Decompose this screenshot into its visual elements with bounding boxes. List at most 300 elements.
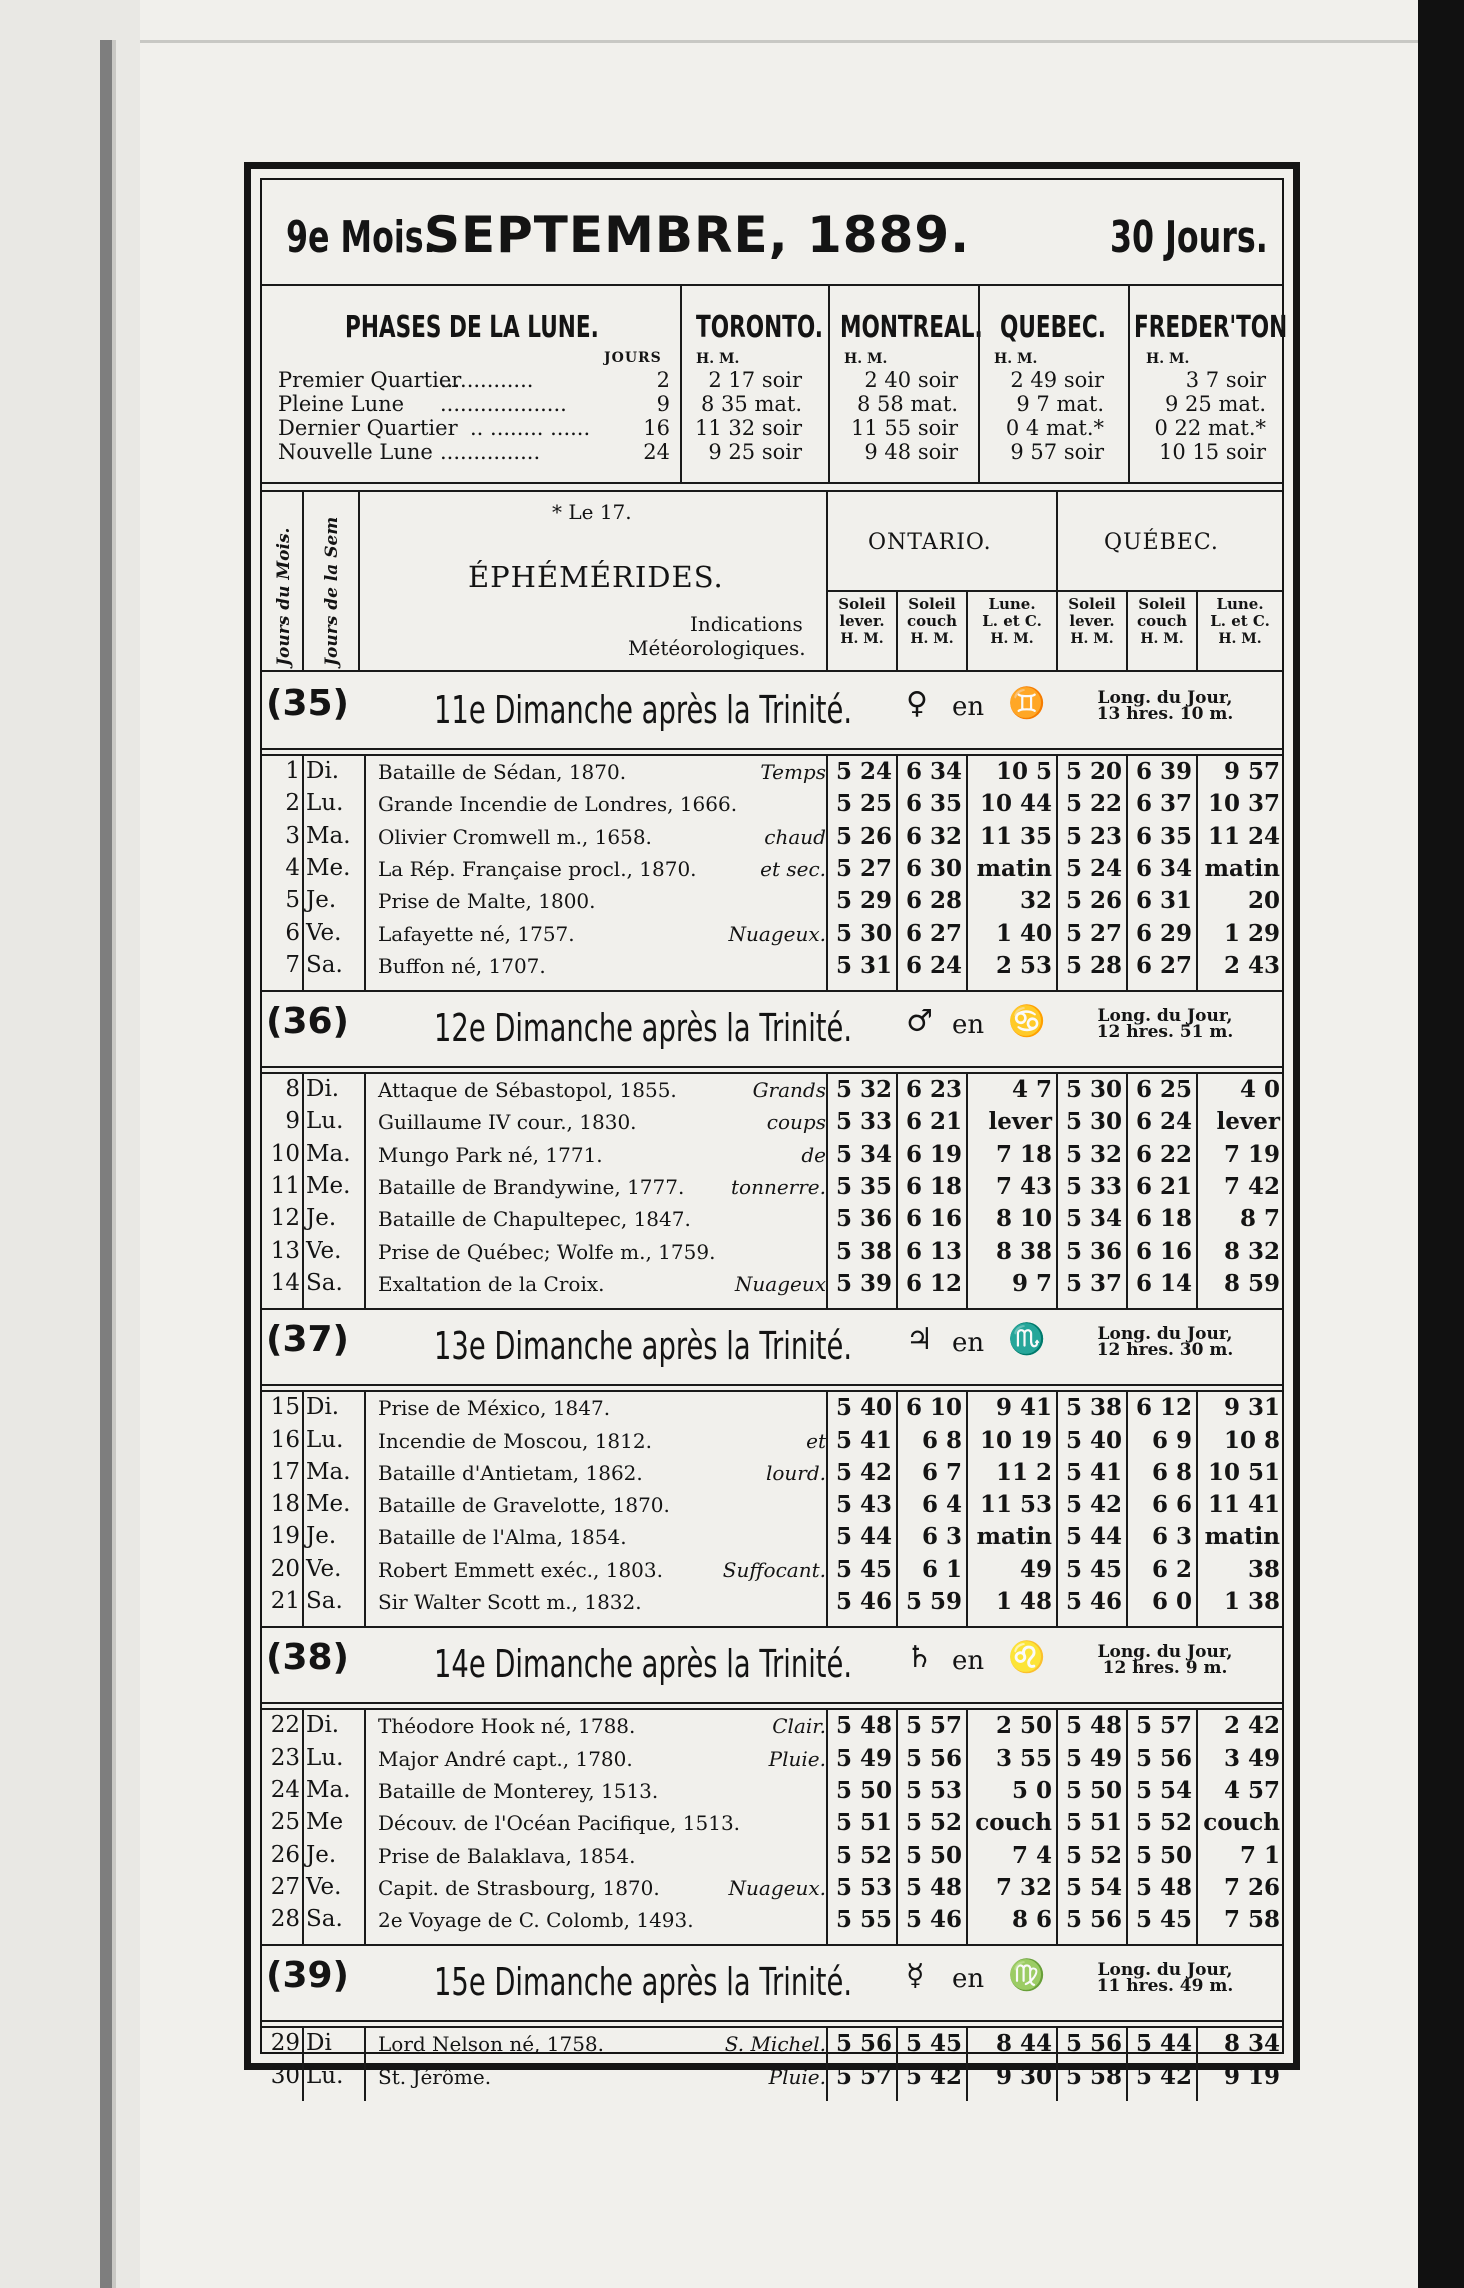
time-cell: 5 24 bbox=[835, 758, 892, 785]
time-cell: 6 14 bbox=[1135, 1269, 1192, 1297]
weekday: Ma. bbox=[306, 1458, 351, 1485]
week-end-rule bbox=[262, 1626, 1282, 1628]
ephemeris-event: Bataille de Chapultepec, 1847. bbox=[378, 1207, 691, 1232]
page-title: SEPTEMBRE, 1889. bbox=[424, 206, 971, 264]
time-cell: 6 25 bbox=[1135, 1076, 1192, 1104]
phase-day: 2 bbox=[656, 368, 670, 392]
ephemeris-event: Bataille de Sédan, 1870. bbox=[378, 760, 627, 784]
time-cell: 5 42 bbox=[905, 2062, 962, 2090]
weather-indication: Clair. bbox=[772, 1714, 826, 1739]
time-cell: 1 29 bbox=[1223, 919, 1280, 947]
time-cell: 5 52 bbox=[905, 1809, 962, 1837]
colhead-divider-b bbox=[358, 492, 360, 670]
day-of-month: 25 bbox=[270, 1809, 300, 1836]
day-of-month: 23 bbox=[270, 1744, 300, 1771]
phase-time: 9 25 mat. bbox=[1165, 392, 1266, 416]
day-of-month: 6 bbox=[285, 919, 300, 946]
time-cell: 5 50 bbox=[1065, 1776, 1122, 1804]
weekday: Di. bbox=[306, 1712, 340, 1739]
time-cell: matin bbox=[1204, 1523, 1280, 1551]
weather-indication: de bbox=[801, 1142, 826, 1167]
week-number: (35) bbox=[266, 683, 350, 724]
time-cell: 6 34 bbox=[905, 758, 962, 785]
time-cell: 4 7 bbox=[1011, 1076, 1052, 1104]
couch-label: couch bbox=[906, 612, 958, 630]
phases-rule-bottom bbox=[262, 490, 1282, 492]
day-length-label: Long. du Jour, bbox=[1097, 1960, 1233, 1981]
phase-leader-dots: ............... bbox=[440, 440, 541, 464]
weather-indication: chaud bbox=[764, 824, 826, 849]
time-cell: lever bbox=[1216, 1108, 1280, 1136]
time-cell: 6 13 bbox=[905, 1237, 962, 1265]
ephemeris-event: Attaque de Sébastopol, 1855. bbox=[378, 1078, 677, 1103]
time-cell: 5 45 bbox=[1135, 1906, 1192, 1934]
weather-indication: Temps bbox=[760, 760, 826, 784]
ontario-heading: ONTARIO. bbox=[868, 530, 992, 555]
day-of-month: 1 bbox=[285, 758, 300, 784]
soleil-label: Soleil bbox=[908, 595, 956, 613]
time-cell: 5 42 bbox=[835, 1458, 892, 1486]
weekday: Sa. bbox=[306, 1269, 343, 1296]
phase-time: 9 25 soir bbox=[708, 440, 802, 464]
ephemeris-event: Prise de Québec; Wolfe m., 1759. bbox=[378, 1239, 716, 1264]
planet-symbol: ♀ bbox=[906, 686, 928, 721]
day-of-month: 28 bbox=[270, 1906, 300, 1933]
time-cell: 5 32 bbox=[835, 1076, 892, 1104]
day-of-month: 18 bbox=[270, 1491, 300, 1518]
ontario-soleil-lever-header bbox=[828, 596, 896, 648]
time-cell: 9 41 bbox=[995, 1394, 1052, 1422]
zodiac-symbol: ♊ bbox=[1008, 686, 1046, 721]
en-label: en bbox=[952, 1964, 985, 1995]
ephemeris-event: Mungo Park né, 1771. bbox=[378, 1142, 603, 1167]
weekday: Me bbox=[306, 1809, 344, 1836]
time-cell: 6 28 bbox=[905, 887, 962, 915]
day-of-month: 19 bbox=[270, 1523, 300, 1550]
day-of-month: 13 bbox=[270, 1237, 300, 1264]
jours-label: JOURS bbox=[604, 350, 662, 366]
time-cell: 5 48 bbox=[905, 1873, 962, 1901]
ephemeris-event: Bataille de Monterey, 1513. bbox=[378, 1778, 659, 1803]
day-of-month: 17 bbox=[270, 1458, 300, 1485]
time-cell: 5 26 bbox=[835, 822, 892, 850]
day-of-month: 4 bbox=[285, 854, 300, 881]
soleil-label: Soleil bbox=[838, 595, 886, 613]
ephemeris-event: Exaltation de la Croix. bbox=[378, 1271, 605, 1296]
weather-indication: Pluie. bbox=[768, 2064, 826, 2089]
quebec-heading: QUÉBEC. bbox=[1104, 530, 1219, 555]
week-rule bbox=[262, 1384, 1282, 1386]
ephemeris-event: Buffon né, 1707. bbox=[378, 953, 546, 978]
lune-label: Lune. bbox=[1216, 595, 1264, 613]
weather-indication: Suffocant. bbox=[722, 1557, 826, 1582]
ephemeris-event: Guillaume IV cour., 1830. bbox=[378, 1110, 637, 1135]
day-length-value: 12 hres. 51 m. bbox=[1096, 1022, 1234, 1043]
ephemeris-event: 2e Voyage de C. Colomb, 1493. bbox=[378, 1908, 694, 1933]
phase-time: 10 15 soir bbox=[1159, 440, 1266, 464]
time-cell: 6 35 bbox=[1135, 822, 1192, 850]
planet-symbol: ♄ bbox=[906, 1640, 933, 1676]
day-length-value: 12 hres. 30 m. bbox=[1096, 1340, 1234, 1361]
zodiac-symbol: ♌ bbox=[1008, 1640, 1046, 1676]
day-length-value: 11 hres. 49 m. bbox=[1096, 1976, 1234, 1997]
time-cell: 6 34 bbox=[1135, 854, 1192, 882]
time-cell: 5 48 bbox=[1135, 1873, 1192, 1901]
quebec-lune-header bbox=[1198, 596, 1282, 648]
sunday-title: 12e Dimanche après la Trinité. bbox=[434, 1006, 853, 1051]
week-number: (39) bbox=[266, 1955, 350, 1997]
time-cell: 5 49 bbox=[1065, 1744, 1122, 1772]
time-cell: 6 7 bbox=[921, 1458, 962, 1486]
soleil-label: Soleil bbox=[1068, 595, 1116, 613]
week-end-rule bbox=[262, 1944, 1282, 1946]
column-divider bbox=[302, 1074, 304, 1308]
time-cell: 11 53 bbox=[979, 1491, 1052, 1519]
weekday: Je. bbox=[306, 1841, 337, 1868]
weekday: Sa. bbox=[306, 951, 343, 978]
time-cell: 8 44 bbox=[995, 2030, 1052, 2058]
column-divider bbox=[302, 756, 304, 990]
time-cell: 5 25 bbox=[835, 790, 892, 818]
phase-name: Premier Quartier bbox=[278, 368, 462, 392]
time-cell: 7 18 bbox=[995, 1140, 1052, 1168]
time-cell: 6 19 bbox=[905, 1140, 962, 1168]
time-cell: 5 54 bbox=[1065, 1873, 1122, 1901]
time-cell: 9 30 bbox=[995, 2062, 1052, 2090]
time-cell: 5 37 bbox=[1065, 1269, 1122, 1297]
weekday: Di. bbox=[306, 1076, 340, 1103]
week-rule-double bbox=[262, 1390, 1282, 1392]
time-cell: 5 54 bbox=[1135, 1776, 1192, 1804]
ephemeris-event: Incendie de Moscou, 1812. bbox=[378, 1428, 652, 1453]
time-cell: 5 26 bbox=[1065, 887, 1122, 915]
time-cell: 10 19 bbox=[979, 1426, 1052, 1454]
weekday: Je. bbox=[306, 887, 337, 914]
time-cell: 1 48 bbox=[995, 1588, 1052, 1615]
time-cell: 5 52 bbox=[835, 1841, 892, 1869]
month-number: 9e Mois. bbox=[286, 212, 436, 263]
time-cell: 6 16 bbox=[1135, 1237, 1192, 1265]
jours-de-la-semaine-label: Jours de la Sem bbox=[322, 516, 342, 666]
time-cell: 5 44 bbox=[835, 1523, 892, 1551]
time-cell: 5 43 bbox=[835, 1491, 892, 1519]
time-cell: 5 30 bbox=[835, 919, 892, 947]
phases-rule-top bbox=[262, 482, 1282, 484]
time-cell: 5 33 bbox=[1065, 1173, 1122, 1200]
ephemeris-event: La Rép. Française procl., 1870. bbox=[378, 856, 697, 881]
time-cell: 5 58 bbox=[1065, 2062, 1122, 2090]
time-cell: 5 45 bbox=[1065, 1555, 1122, 1583]
time-cell: 5 59 bbox=[905, 1588, 962, 1615]
time-cell: 5 56 bbox=[905, 1744, 962, 1772]
city-quebec: QUEBEC. bbox=[1000, 310, 1106, 345]
planet-symbol: ♃ bbox=[906, 1322, 933, 1358]
time-cell: 5 53 bbox=[835, 1873, 892, 1901]
phase-name: Nouvelle Lune bbox=[278, 440, 433, 464]
time-cell: 5 22 bbox=[1065, 790, 1122, 818]
time-cell: 5 27 bbox=[1065, 919, 1122, 947]
time-cell: matin bbox=[1204, 854, 1280, 882]
time-cell: 6 30 bbox=[905, 854, 962, 882]
time-cell: 10 5 bbox=[995, 758, 1052, 785]
day-length-value: 12 hres. 9 m. bbox=[1102, 1658, 1228, 1679]
lune-label: Lune. bbox=[988, 595, 1036, 613]
phase-leader-dots: ................... bbox=[440, 392, 567, 416]
time-cell: 6 3 bbox=[1151, 1523, 1192, 1551]
week-number: (36) bbox=[266, 1001, 350, 1043]
time-cell: 5 51 bbox=[835, 1809, 892, 1837]
day-of-month: 5 bbox=[285, 887, 300, 914]
time-cell: 5 41 bbox=[835, 1426, 892, 1454]
planet-symbol: ☿ bbox=[906, 1958, 925, 1994]
time-cell: 6 16 bbox=[905, 1205, 962, 1233]
time-cell: 5 50 bbox=[905, 1841, 962, 1869]
time-cell: 5 50 bbox=[835, 1776, 892, 1804]
time-cell: 5 50 bbox=[1135, 1841, 1192, 1869]
phases-hm-montreal: H. M. bbox=[844, 351, 888, 367]
time-cell: 7 43 bbox=[995, 1173, 1052, 1200]
time-cell: 6 12 bbox=[905, 1269, 962, 1297]
ephemeris-event: Lord Nelson né, 1758. bbox=[378, 2032, 605, 2057]
quebec-soleil-lever-header bbox=[1058, 596, 1126, 648]
phase-day: 16 bbox=[643, 416, 670, 440]
sunday-title: 14e Dimanche après la Trinité. bbox=[434, 1642, 853, 1687]
lever-label: lever. bbox=[1069, 612, 1115, 630]
week-rule bbox=[262, 1066, 1282, 1068]
weekday: Je. bbox=[306, 1205, 337, 1232]
day-length-label: Long. du Jour, bbox=[1097, 1006, 1233, 1027]
weather-indication: Nuageux. bbox=[728, 921, 826, 946]
zodiac-symbol: ♍ bbox=[1008, 1958, 1046, 1994]
time-cell: 5 23 bbox=[1065, 822, 1122, 850]
time-cell: 6 9 bbox=[1151, 1426, 1192, 1454]
weekday: Ve. bbox=[306, 1873, 342, 1900]
time-cell: 9 31 bbox=[1223, 1394, 1280, 1422]
city-frederton: FREDER'TON bbox=[1134, 310, 1288, 345]
weekday: Di bbox=[306, 2030, 332, 2057]
ephemeris-event: Grande Incendie de Londres, 1666. bbox=[378, 792, 738, 817]
time-cell: 5 44 bbox=[1065, 1523, 1122, 1551]
weather-indication: coups bbox=[766, 1110, 826, 1135]
weekday: Me. bbox=[306, 1173, 351, 1199]
phase-day: 24 bbox=[643, 440, 670, 464]
weekday: Ma. bbox=[306, 822, 351, 849]
sunday-title: 13e Dimanche après la Trinité. bbox=[434, 1324, 853, 1369]
phases-heading: PHASES DE LA LUNE. bbox=[345, 310, 599, 345]
time-cell: 6 21 bbox=[1135, 1173, 1192, 1200]
time-cell: 5 46 bbox=[835, 1588, 892, 1615]
soleil-label: Soleil bbox=[1138, 595, 1186, 613]
day-of-month: 9 bbox=[285, 1108, 300, 1135]
weather-indication: et sec. bbox=[760, 856, 826, 881]
phase-time: 0 4 mat.* bbox=[1005, 416, 1104, 440]
time-cell: 5 45 bbox=[905, 2030, 962, 2058]
hm-label: H. M. bbox=[1070, 631, 1114, 647]
time-cell: 5 52 bbox=[1065, 1841, 1122, 1869]
weekday: Sa. bbox=[306, 1588, 343, 1614]
weather-indication: et bbox=[806, 1428, 826, 1453]
week-rule bbox=[262, 1702, 1282, 1704]
phase-time: 2 17 soir bbox=[708, 368, 802, 392]
day-of-month: 16 bbox=[270, 1426, 300, 1453]
time-cell: 6 18 bbox=[1135, 1205, 1192, 1233]
time-cell: 49 bbox=[1019, 1555, 1052, 1583]
time-cell: 10 8 bbox=[1223, 1426, 1280, 1454]
week-end-rule bbox=[262, 1308, 1282, 1310]
weather-indication: Grands bbox=[752, 1078, 826, 1103]
time-cell: 5 32 bbox=[1065, 1140, 1122, 1168]
time-cell: 5 38 bbox=[835, 1237, 892, 1265]
time-cell: 6 2 bbox=[1151, 1555, 1192, 1583]
time-cell: lever bbox=[988, 1108, 1052, 1136]
lever-label: lever. bbox=[839, 612, 885, 630]
time-cell: 6 27 bbox=[1135, 951, 1192, 979]
en-label: en bbox=[952, 1646, 985, 1677]
time-cell: 5 0 bbox=[1011, 1776, 1052, 1804]
ephemeris-event: Prise de Balaklava, 1854. bbox=[378, 1843, 636, 1868]
time-cell: 5 57 bbox=[835, 2062, 892, 2090]
time-cell: 8 38 bbox=[995, 1237, 1052, 1265]
day-length-label: Long. du Jour, bbox=[1097, 688, 1233, 708]
hm-label: H. M. bbox=[910, 631, 954, 647]
sunday-title: 15e Dimanche après la Trinité. bbox=[434, 1960, 853, 2005]
time-cell: 6 18 bbox=[905, 1173, 962, 1200]
weekday: Lu. bbox=[306, 1744, 344, 1771]
time-cell: 5 52 bbox=[1135, 1809, 1192, 1837]
binding-shadow bbox=[100, 40, 112, 2288]
week-rule-double bbox=[262, 2026, 1282, 2028]
time-cell: 6 12 bbox=[1135, 1394, 1192, 1422]
time-cell: couch bbox=[975, 1809, 1052, 1837]
phase-name: Dernier Quartier bbox=[278, 416, 458, 440]
time-cell: 5 34 bbox=[1065, 1205, 1122, 1233]
ephemeris-event: Bataille de l'Alma, 1854. bbox=[378, 1525, 627, 1550]
time-cell: 6 8 bbox=[1151, 1458, 1192, 1486]
phase-time: 8 35 mat. bbox=[701, 392, 802, 416]
time-cell: 5 56 bbox=[1065, 2030, 1122, 2058]
time-cell: 5 36 bbox=[835, 1205, 892, 1233]
phase-time: 9 48 soir bbox=[864, 440, 958, 464]
jours-du-mois-label: Jours du Mois. bbox=[274, 527, 294, 666]
phase-leader-dots: .. ........ ...... bbox=[470, 416, 591, 440]
day-length-label: Long. du Jour, bbox=[1097, 1642, 1233, 1663]
time-cell: 6 23 bbox=[905, 1076, 962, 1104]
weekday: Sa. bbox=[306, 1906, 343, 1933]
ephemeris-event: Bataille d'Antietam, 1862. bbox=[378, 1460, 643, 1485]
ephemeris-event: Bataille de Gravelotte, 1870. bbox=[378, 1493, 670, 1518]
time-cell: 5 40 bbox=[835, 1394, 892, 1422]
day-of-month: 30 bbox=[270, 2062, 300, 2089]
sunday-title: 11e Dimanche après la Trinité. bbox=[434, 688, 853, 732]
time-cell: 5 48 bbox=[835, 1712, 892, 1740]
hm-label: H. M. bbox=[1218, 631, 1262, 647]
letc-label: L. et C. bbox=[982, 612, 1042, 630]
time-cell: 6 0 bbox=[1151, 1588, 1192, 1615]
time-cell: 7 26 bbox=[1223, 1873, 1280, 1901]
time-cell: 8 10 bbox=[995, 1205, 1052, 1233]
day-of-month: 27 bbox=[270, 1873, 300, 1900]
phase-day: 9 bbox=[656, 392, 670, 416]
time-cell: 5 53 bbox=[905, 1776, 962, 1804]
time-cell: 5 45 bbox=[835, 1555, 892, 1583]
ephemeris-event: Lafayette né, 1757. bbox=[378, 921, 575, 946]
phase-time: 11 55 soir bbox=[851, 416, 958, 440]
time-cell: 5 41 bbox=[1065, 1458, 1122, 1486]
week-rule-double bbox=[262, 1072, 1282, 1074]
time-cell: 10 37 bbox=[1207, 790, 1280, 818]
time-cell: 9 7 bbox=[1011, 1269, 1052, 1297]
time-cell: 32 bbox=[1019, 887, 1052, 915]
ontario-soleil-couch-header bbox=[898, 596, 966, 648]
time-cell: 7 32 bbox=[995, 1873, 1052, 1901]
time-cell: 5 20 bbox=[1065, 758, 1122, 785]
ephemeris-event: Bataille de Brandywine, 1777. bbox=[378, 1175, 685, 1199]
time-cell: 3 55 bbox=[995, 1744, 1052, 1772]
time-cell: 2 50 bbox=[995, 1712, 1052, 1740]
time-cell: 5 27 bbox=[835, 854, 892, 882]
footnote-le-17: * Le 17. bbox=[552, 500, 632, 524]
time-cell: 5 28 bbox=[1065, 951, 1122, 979]
facing-page-edge bbox=[0, 0, 140, 2288]
time-cell: 10 51 bbox=[1207, 1458, 1280, 1486]
weekday: Ma. bbox=[306, 1776, 351, 1803]
day-of-month: 3 bbox=[285, 822, 300, 849]
ephemeris-event: Major André capt., 1780. bbox=[378, 1746, 633, 1771]
phase-leader-dots: .............. bbox=[440, 368, 534, 392]
time-cell: 5 36 bbox=[1065, 1237, 1122, 1265]
time-cell: 5 30 bbox=[1065, 1076, 1122, 1104]
ephemeris-event: Prise de Malte, 1800. bbox=[378, 889, 596, 914]
weekday: Me. bbox=[306, 1491, 351, 1518]
weather-indication: tonnerre. bbox=[731, 1175, 826, 1199]
time-cell: 8 59 bbox=[1223, 1269, 1280, 1297]
time-cell: 6 29 bbox=[1135, 919, 1192, 947]
day-length-value: 13 hres. 10 m. bbox=[1096, 704, 1234, 724]
phase-time: 9 57 soir bbox=[1010, 440, 1104, 464]
time-cell: 6 6 bbox=[1151, 1491, 1192, 1519]
time-cell: 7 19 bbox=[1223, 1140, 1280, 1168]
time-cell: 5 48 bbox=[1065, 1712, 1122, 1740]
time-cell: 6 3 bbox=[921, 1523, 962, 1551]
day-of-month: 7 bbox=[285, 951, 300, 978]
ephemeris-event: Robert Emmett exéc., 1803. bbox=[378, 1557, 663, 1582]
weekday: Je. bbox=[306, 1523, 337, 1550]
time-cell: 6 37 bbox=[1135, 790, 1192, 818]
time-cell: matin bbox=[976, 854, 1052, 882]
time-cell: 8 34 bbox=[1223, 2030, 1280, 2058]
day-of-month: 29 bbox=[270, 2030, 300, 2057]
time-cell: 5 29 bbox=[835, 887, 892, 915]
weekday: Lu. bbox=[306, 1108, 344, 1135]
time-cell: 6 10 bbox=[905, 1394, 962, 1422]
time-cell: 5 24 bbox=[1065, 854, 1122, 882]
day-of-month: 12 bbox=[270, 1205, 300, 1232]
time-cell: 2 42 bbox=[1223, 1712, 1280, 1740]
time-cell: 5 46 bbox=[905, 1906, 962, 1934]
ephemeris-event: Découv. de l'Océan Pacifique, 1513. bbox=[378, 1811, 741, 1836]
phase-time: 3 7 soir bbox=[1185, 368, 1266, 392]
time-cell: 5 30 bbox=[1065, 1108, 1122, 1136]
column-divider bbox=[364, 1074, 366, 1308]
time-cell: 5 42 bbox=[1135, 2062, 1192, 2090]
time-cell: 4 0 bbox=[1239, 1076, 1280, 1104]
week-rule-double bbox=[262, 1708, 1282, 1710]
weather-indication: Nuageux. bbox=[728, 1875, 826, 1900]
time-cell: 5 34 bbox=[835, 1140, 892, 1168]
phase-time: 0 22 mat.* bbox=[1154, 416, 1266, 440]
phases-hm-frederton: H. M. bbox=[1146, 351, 1190, 367]
time-cell: 6 32 bbox=[905, 822, 962, 850]
